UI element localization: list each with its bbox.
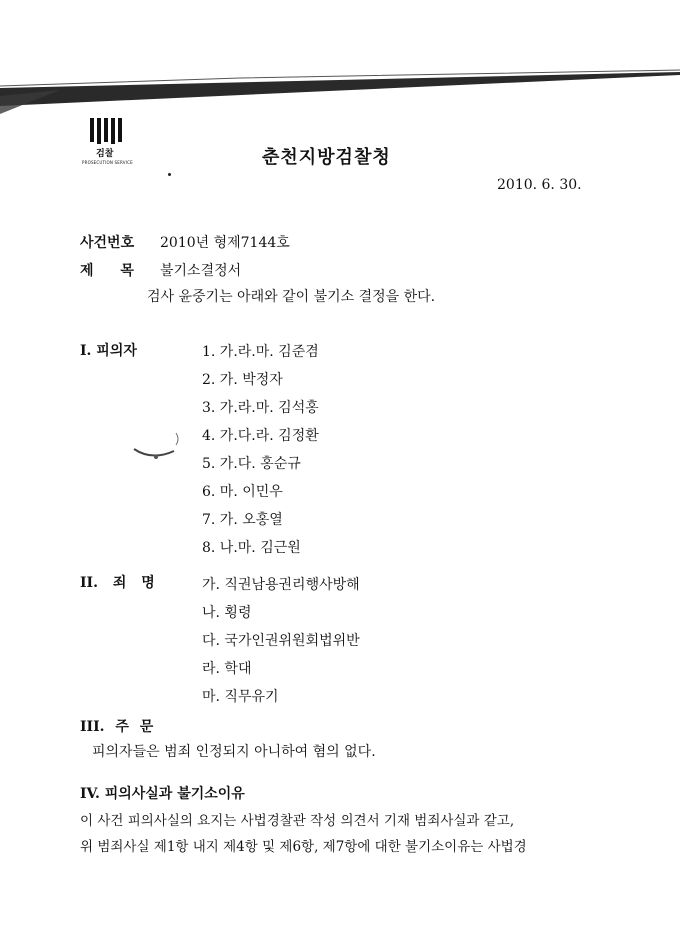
- charge-item: 라. 학대: [202, 661, 252, 677]
- scan-dot: [168, 173, 171, 176]
- charge-item: 마. 직무유기: [202, 689, 279, 705]
- charge-item: 다. 국가인권위원회법위반: [202, 633, 360, 649]
- charge-item: 가. 직권남용권리행사방해: [202, 577, 360, 593]
- office-title: 춘천지방검찰청: [262, 147, 391, 168]
- suspect-item: 7. 가. 오홍열: [202, 512, 283, 528]
- case-title-value: 불기소결정서: [160, 263, 242, 279]
- suspect-item: 3. 가.라.마. 김석홍: [202, 400, 319, 416]
- scan-smudge-mark: [130, 425, 190, 465]
- document-date: 2010. 6. 30.: [497, 177, 582, 193]
- reasons-line: 위 범죄사실 제1항 내지 제4항 및 제6항, 제7항에 대한 불기소이유는 사법경: [80, 839, 527, 855]
- order-heading: III. 주 문: [80, 719, 154, 735]
- logo-name-en: PROSECUTION SERVICE: [82, 160, 133, 165]
- order-text: 피의자들은 범죄 인정되지 아니하여 혐의 없다.: [92, 744, 376, 760]
- prosecution-logo: [82, 118, 138, 166]
- logo-bars-icon: [90, 118, 138, 144]
- case-number-value: 2010년 형제7144호: [160, 235, 290, 251]
- reasons-heading: IV. 피의사실과 불기소이유: [80, 786, 245, 802]
- reasons-line: 이 사건 피의사실의 요지는 사법경찰관 작성 의견서 기재 범죄사실과 같고,: [80, 813, 515, 829]
- suspect-item: 4. 가.다.라. 김정환: [202, 428, 319, 444]
- suspect-item: 5. 가.다. 홍순규: [202, 456, 301, 472]
- suspect-item: 1. 가.라.마. 김준겸: [202, 344, 319, 360]
- case-number-label: 사건번호: [80, 235, 135, 251]
- suspect-item: 2. 가. 박정자: [202, 372, 283, 388]
- suspects-heading: I. 피의자: [80, 343, 137, 359]
- logo-name-ko: 검찰: [96, 149, 114, 159]
- case-intro: 검사 윤중기는 아래와 같이 불기소 결정을 한다.: [147, 289, 436, 305]
- scan-edge-artifact: [0, 66, 680, 118]
- suspect-item: 6. 마. 이민우: [202, 484, 283, 500]
- charges-heading: II. 죄 명: [80, 575, 155, 591]
- case-title-label: 제 목: [80, 263, 134, 279]
- charge-item: 나. 횡령: [202, 605, 252, 621]
- suspect-item: 8. 나.마. 김근원: [202, 540, 301, 556]
